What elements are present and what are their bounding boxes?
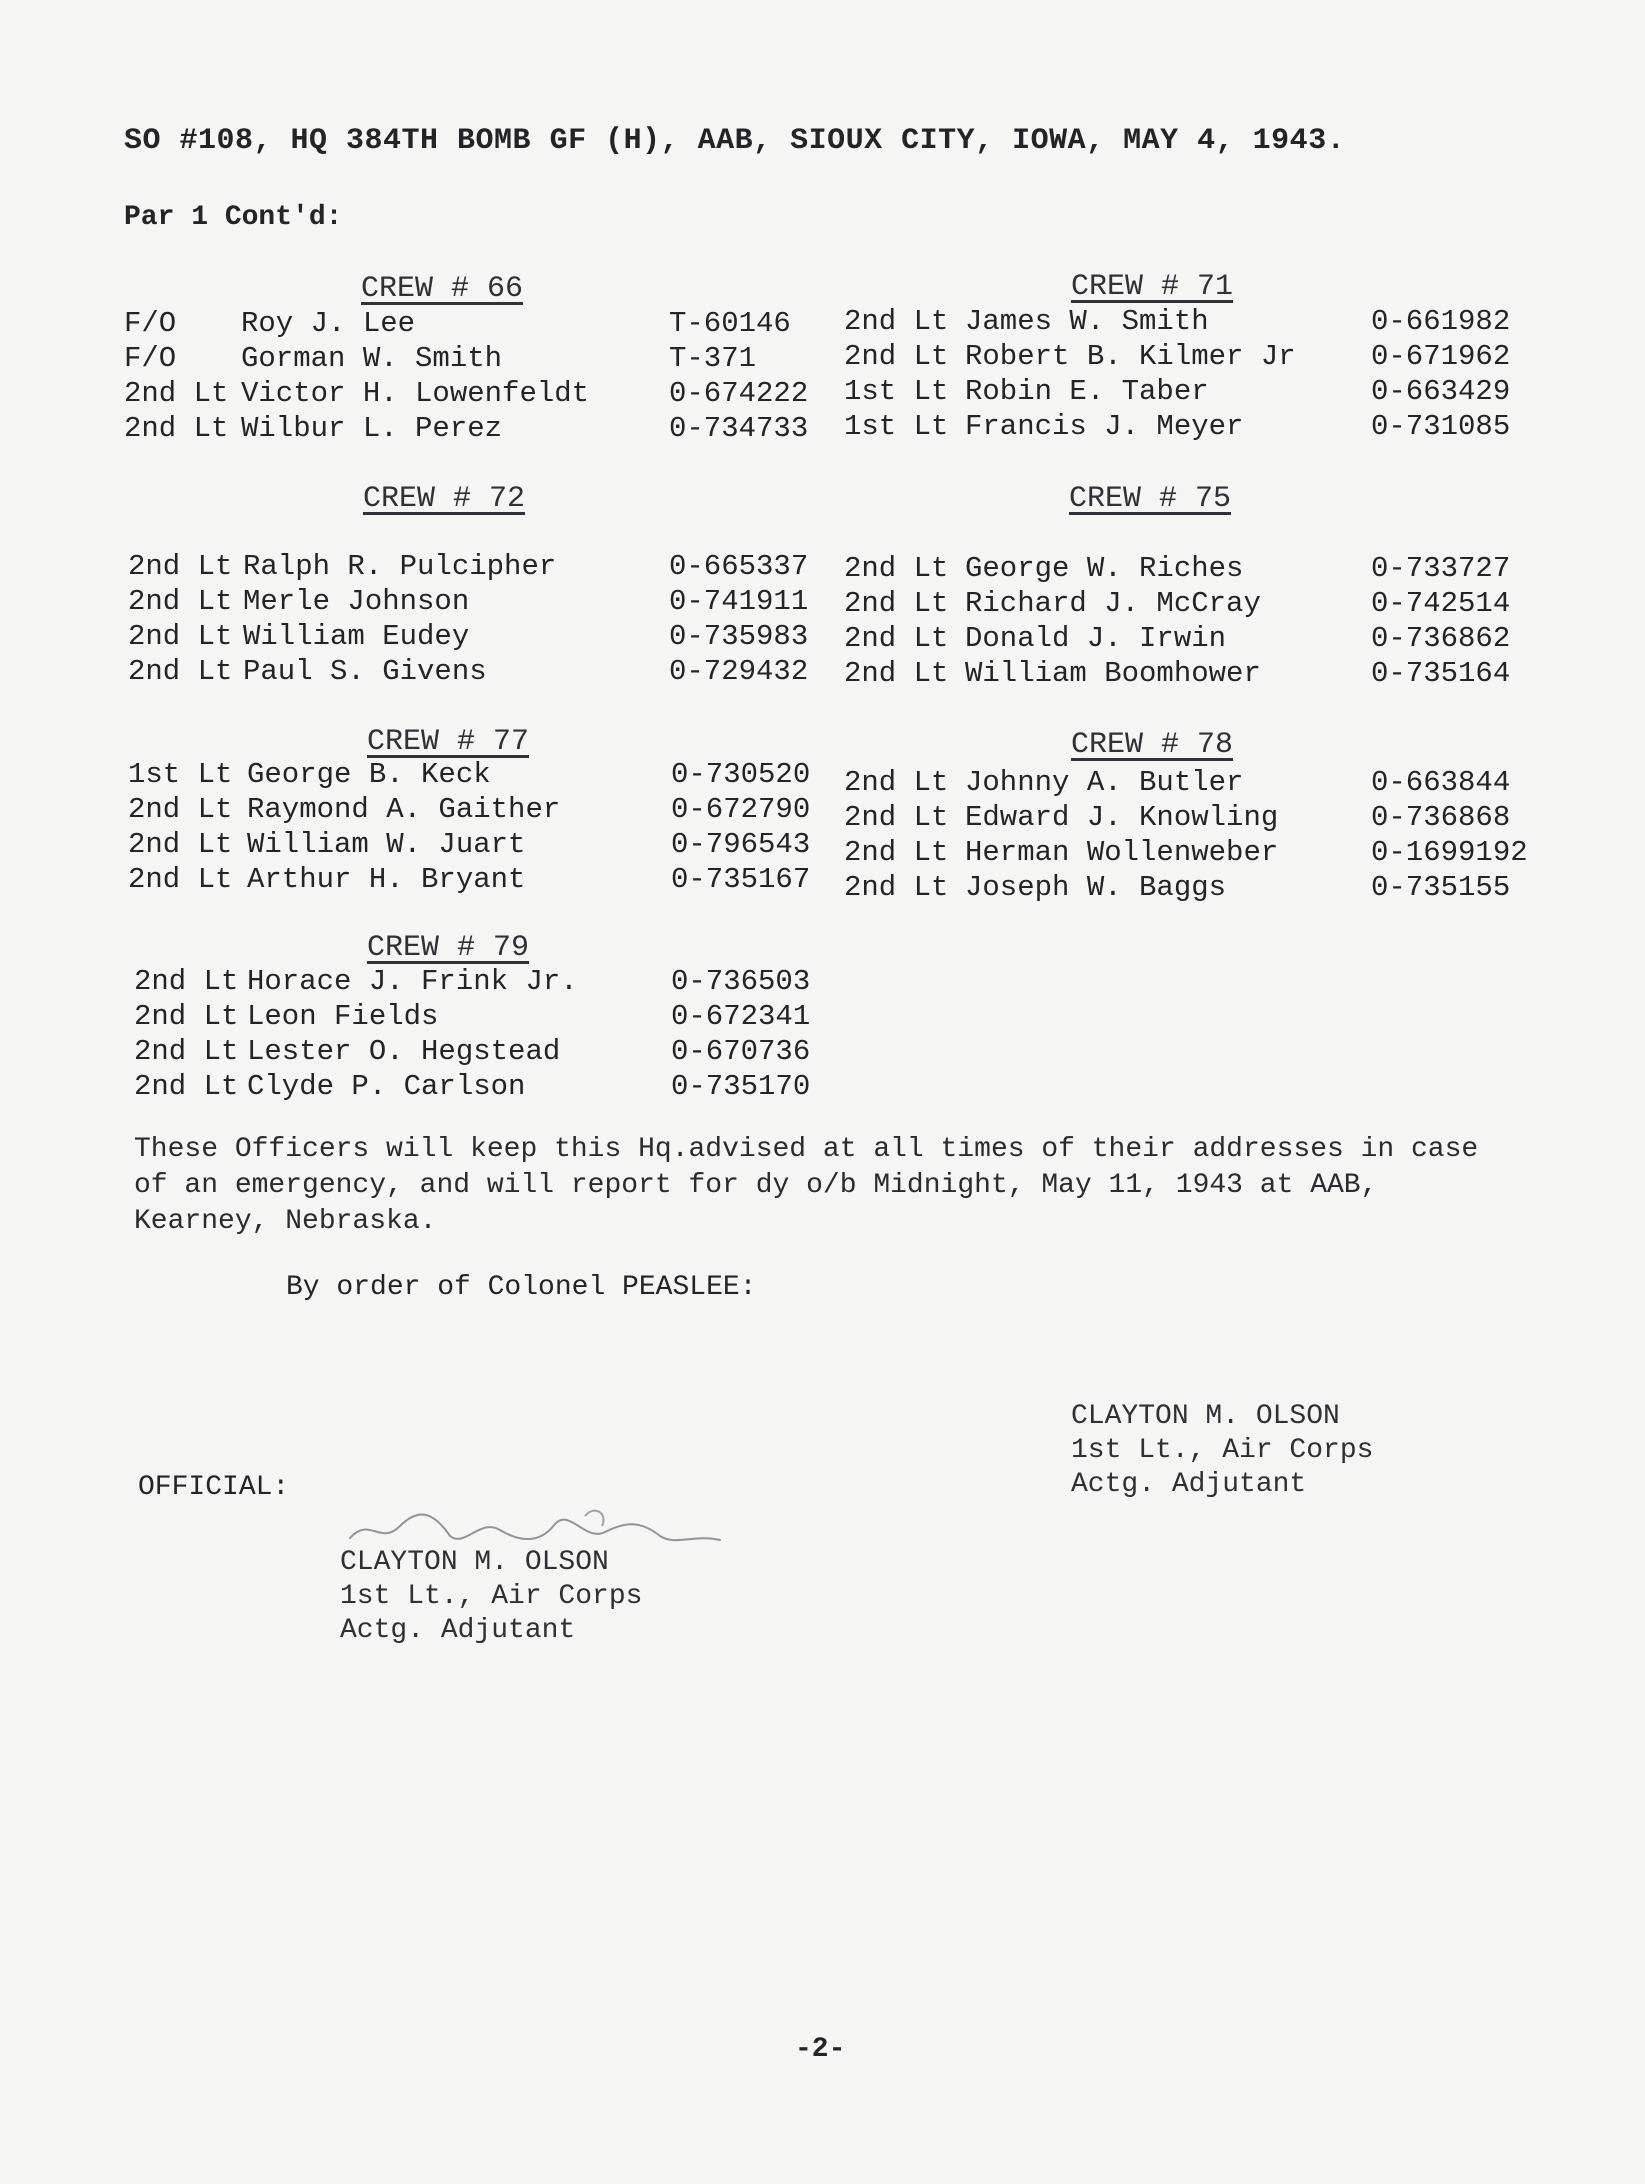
member-serial: 0-735170 — [671, 1070, 811, 1103]
member-name: Robin E. Taber — [965, 375, 1209, 408]
signer-name: CLAYTON M. OLSON — [340, 1547, 609, 1578]
member-name: Paul S. Givens — [243, 655, 487, 688]
member-name: Robert B. Kilmer Jr — [965, 340, 1296, 373]
member-name: Joseph W. Baggs — [965, 871, 1227, 904]
member-rank: F/O — [124, 307, 177, 340]
member-name: Merle Johnson — [243, 585, 470, 618]
member-rank: 2nd Lt — [134, 1070, 239, 1103]
crew-title: CREW # 71 — [1071, 270, 1234, 304]
member-serial: 0-672341 — [671, 1000, 811, 1033]
member-name: Leon Fields — [247, 1000, 439, 1033]
paragraph-line: These Officers will keep this Hq.advised at all times of their addresses in case — [134, 1134, 1479, 1165]
member-serial: 0-665337 — [669, 550, 809, 583]
member-name: Raymond A. Gaither — [247, 793, 561, 826]
member-rank: 2nd Lt — [844, 801, 949, 834]
member-rank: 2nd Lt — [844, 657, 949, 690]
order-heading: SO #108, HQ 384TH BOMB GF (H), AAB, SIOUX CITY, IOWA, MAY 4, 1943. — [124, 124, 1346, 158]
member-serial: T-371 — [669, 342, 757, 375]
member-name: Donald J. Irwin — [965, 622, 1227, 655]
member-serial: 0-1699192 — [1371, 836, 1528, 869]
signer-title: Actg. Adjutant — [340, 1615, 576, 1646]
member-serial: 0-661982 — [1371, 305, 1511, 338]
signer-rank: 1st Lt., Air Corps — [340, 1581, 643, 1612]
member-name: George B. Keck — [247, 758, 491, 791]
crew-title: CREW # 79 — [367, 931, 530, 965]
crew-title: CREW # 75 — [1069, 482, 1232, 516]
signature-block-left — [340, 1546, 642, 1648]
member-name: Ralph R. Pulcipher — [243, 550, 557, 583]
member-name: Lester O. Hegstead — [247, 1035, 561, 1068]
member-serial: 0-736862 — [1371, 622, 1511, 655]
member-name: Johnny A. Butler — [965, 766, 1244, 799]
member-serial: 0-671962 — [1371, 340, 1511, 373]
member-rank: 2nd Lt — [844, 871, 949, 904]
member-serial: 0-674222 — [669, 377, 809, 410]
order-line: By order of Colonel PEASLEE: — [286, 1272, 757, 1303]
member-rank: 2nd Lt — [844, 552, 949, 585]
member-name: Francis J. Meyer — [965, 410, 1244, 443]
member-name: George W. Riches — [965, 552, 1244, 585]
member-rank: 2nd Lt — [844, 305, 949, 338]
crew-title: CREW # 77 — [367, 725, 530, 759]
crew-title: CREW # 66 — [361, 272, 524, 306]
member-serial: 0-742514 — [1371, 587, 1511, 620]
member-rank: 2nd Lt — [844, 836, 949, 869]
member-name: James W. Smith — [965, 305, 1209, 338]
member-rank: 2nd Lt — [134, 1035, 239, 1068]
member-name: Gorman W. Smith — [241, 342, 503, 375]
member-rank: 2nd Lt — [124, 377, 229, 410]
member-rank: 1st Lt — [128, 758, 233, 791]
member-rank: 2nd Lt — [128, 585, 233, 618]
member-serial: 0-672790 — [671, 793, 811, 826]
member-rank: 2nd Lt — [844, 340, 949, 373]
member-name: Clyde P. Carlson — [247, 1070, 526, 1103]
member-serial: 0-663429 — [1371, 375, 1511, 408]
member-serial: 0-663844 — [1371, 766, 1511, 799]
member-serial: 0-733727 — [1371, 552, 1511, 585]
member-serial: 0-670736 — [671, 1035, 811, 1068]
instructions-paragraph — [134, 1132, 1524, 1240]
official-label: OFFICIAL: — [138, 1472, 290, 1503]
member-name: Horace J. Frink Jr. — [247, 965, 578, 998]
member-name: Wilbur L. Perez — [241, 412, 503, 445]
member-name: William Boomhower — [965, 657, 1261, 690]
member-rank: 2nd Lt — [128, 863, 233, 896]
signer-rank: 1st Lt., Air Corps — [1071, 1435, 1374, 1466]
member-serial: 0-736868 — [1371, 801, 1511, 834]
member-serial: 0-735167 — [671, 863, 811, 896]
member-rank: 2nd Lt — [844, 766, 949, 799]
member-name: William Eudey — [243, 620, 470, 653]
member-serial: 0-735164 — [1371, 657, 1511, 690]
member-serial: 0-735983 — [669, 620, 809, 653]
member-serial: 0-734733 — [669, 412, 809, 445]
member-serial: 0-741911 — [669, 585, 809, 618]
member-serial: 0-729432 — [669, 655, 809, 688]
member-rank: 2nd Lt — [128, 828, 233, 861]
member-name: Arthur H. Bryant — [247, 863, 526, 896]
member-name: Victor H. Lowenfeldt — [241, 377, 590, 410]
member-rank: F/O — [124, 342, 177, 375]
member-rank: 2nd Lt — [124, 412, 229, 445]
member-rank: 1st Lt — [844, 375, 949, 408]
member-serial: 0-796543 — [671, 828, 811, 861]
member-serial: 0-736503 — [671, 965, 811, 998]
member-rank: 2nd Lt — [844, 587, 949, 620]
member-rank: 2nd Lt — [128, 550, 233, 583]
signer-title: Actg. Adjutant — [1071, 1469, 1307, 1500]
member-serial: 0-731085 — [1371, 410, 1511, 443]
member-name: Edward J. Knowling — [965, 801, 1279, 834]
member-rank: 1st Lt — [844, 410, 949, 443]
member-name: Roy J. Lee — [241, 307, 416, 340]
member-name: William W. Juart — [247, 828, 526, 861]
member-serial: 0-730520 — [671, 758, 811, 791]
page-number: -2- — [795, 2034, 846, 2065]
member-rank: 2nd Lt — [128, 655, 233, 688]
crew-title: CREW # 78 — [1071, 728, 1234, 762]
member-rank: 2nd Lt — [844, 622, 949, 655]
member-rank: 2nd Lt — [134, 965, 239, 998]
member-rank: 2nd Lt — [128, 620, 233, 653]
member-rank: 2nd Lt — [134, 1000, 239, 1033]
paragraph-line: of an emergency, and will report for dy o/b Midnight, May 11, 1943 at AAB, — [134, 1170, 1378, 1201]
member-rank: 2nd Lt — [128, 793, 233, 826]
member-serial: 0-735155 — [1371, 871, 1511, 904]
signer-name: CLAYTON M. OLSON — [1071, 1401, 1340, 1432]
member-name: Richard J. McCray — [965, 587, 1261, 620]
crew-title: CREW # 72 — [363, 482, 526, 516]
member-name: Herman Wollenweber — [965, 836, 1279, 869]
member-serial: T-60146 — [669, 307, 791, 340]
signature-block-right — [1071, 1400, 1373, 1502]
paragraph-reference: Par 1 Cont'd: — [124, 202, 343, 233]
paragraph-line: Kearney, Nebraska. — [134, 1206, 437, 1237]
